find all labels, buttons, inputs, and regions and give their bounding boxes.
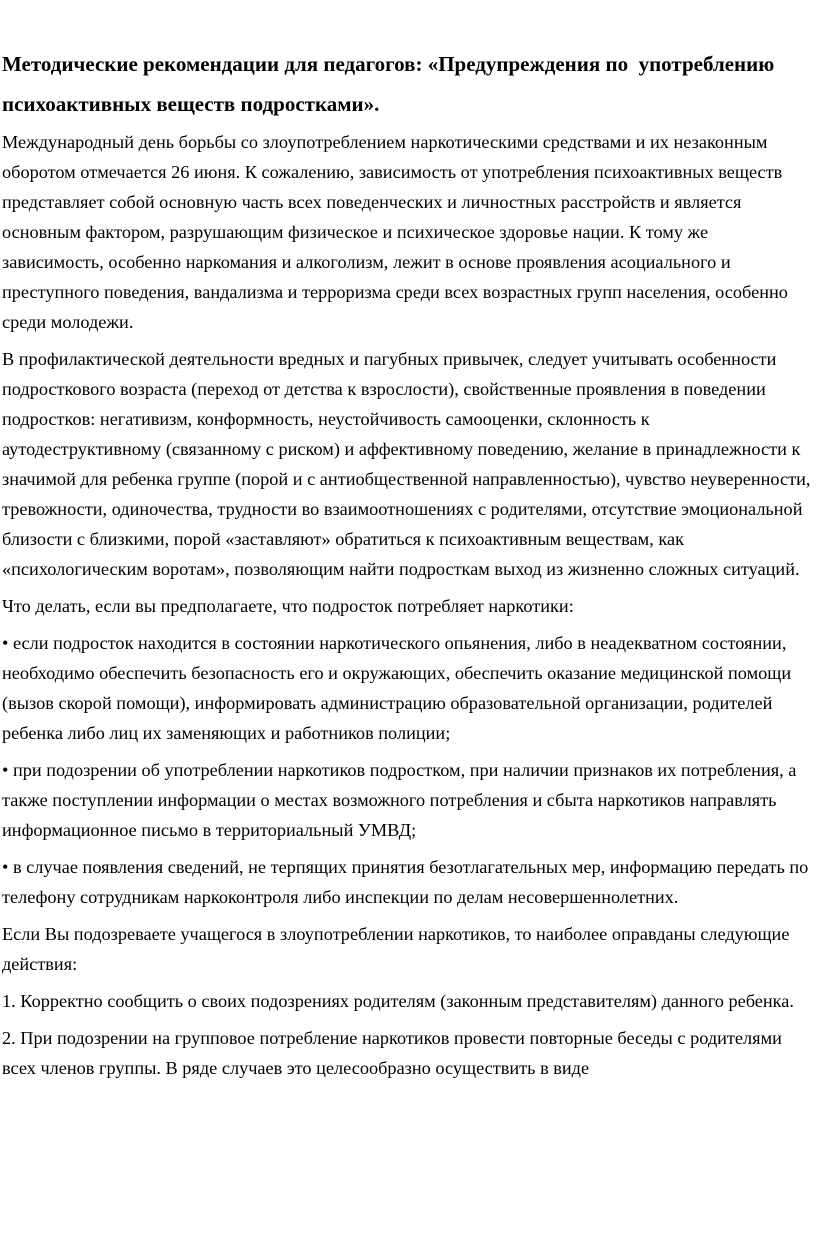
numbered-item-1-inform-parents: 1. Корректно сообщить о своих подозрениях родителям (законным представителям) данного ребенка. <box>2 991 794 1011</box>
document-title: Методические рекомендации для педагогов: «Предупреждения по употреблению психоактивных веществ подростками». <box>2 52 780 116</box>
paragraph-prevention-features: В профилактической деятельности вредных и пагубных привычек, следует учитывать особенности подросткового возраста (переход от детства к взрослости), свойственные проявления в поведении подростков: негативизм, конформность, неустойчивость самооценки, склонность к аутодеструктивному (связанному с риском) и аффективному поведению, желание в принадлежности к значимой для ребенка группе (порой и с антиобщественной направленностью), чувство неуверенности, тревожности, одиночества, трудности во взаимоотношениях с родителями, отсутствие эмоциональной близости с близкими, порой «заставляют» обратиться к психоактивным веществам, как «психологическим воротам», позволяющим найти подросткам выход из жизненно сложных ситуаций. <box>2 349 816 579</box>
paragraph-if-you-suspect: Если Вы подозреваете учащегося в злоупотреблении наркотиков, то наиболее оправданы следующие действия: <box>2 924 795 974</box>
bullet-item-urgent-info: • в случае появления сведений, не терпящих принятия безотлагательных мер, информацию передать по телефону сотрудникам наркоконтроля либо инспекции по делам несовершеннолетних. <box>2 857 813 907</box>
bullet-item-suspicion-umvd: • при подозрении об употреблении наркотиков подростком, при наличии признаков их потребления, а также поступлении информации о местах возможного потребления и сбыта наркотиков направлять информационное письмо в территориальный УМВД; <box>2 760 801 840</box>
bullet-item-intoxication: • если подросток находится в состоянии наркотического опьянения, либо в неадекватном состоянии, необходимо обеспечить безопасность его и окружающих, обеспечить оказание медицинской помощи (вызов скорой помощи), информировать администрацию образовательной организации, родителей ребенка либо лиц их заменяющих и работников полиции; <box>2 633 796 743</box>
numbered-item-2-group-use: 2. При подозрении на групповое потребление наркотиков провести повторные беседы с родителями всех членов группы. В ряде случаев это целесообразно осуществить в виде <box>2 1028 787 1078</box>
paragraph-what-to-do-heading: Что делать, если вы предполагаете, что подросток потребляет наркотики: <box>2 596 574 616</box>
paragraph-intro-day: Международный день борьбы со злоупотреблением наркотическими средствами и их незаконным оборотом отмечается 26 июня. К сожалению, зависимость от употребления психоактивных веществ представляет собой основную часть всех поведенческих и личностных расстройств и является основным фактором, разрушающим физическое и психическое здоровье нации. К тому же зависимость, особенно наркомания и алкоголизм, лежит в основе проявления асоциального и преступного поведения, вандализма и терроризма среди всех возрастных групп населения, особенно среди молодежи. <box>2 132 793 332</box>
